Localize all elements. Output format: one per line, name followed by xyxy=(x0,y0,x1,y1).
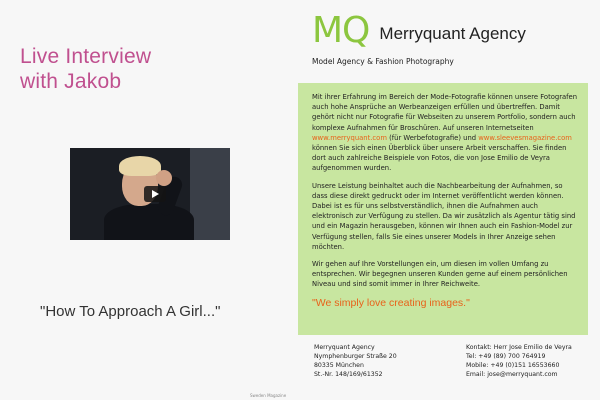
video-person-body xyxy=(104,204,194,240)
interview-title xyxy=(20,44,280,94)
paragraph-1-text-b: (für Werbefotografie) und xyxy=(386,133,479,142)
description-paragraph-1 xyxy=(312,92,578,174)
contact-email[interactable]: Email: jose@merryquant.com xyxy=(466,371,558,378)
merryquant-link[interactable]: www.merryquant.com xyxy=(312,133,387,142)
paragraph-1-text-c: können Sie sich einen Überblick über unsere Arbeit verschaffen. Sie finden dort auch zahlreiche Beispiele von Fotos, die von Jose Emilio de Veyra aufgenommen wurden. xyxy=(312,144,567,173)
contact-details xyxy=(466,343,572,379)
contact-phone: Tel: +49 (89) 700 764919 xyxy=(466,353,546,360)
description-paragraph-3: Wir gehen auf Ihre Vorstellungen ein, um diesen im vollen Umfang zu entsprechen. Wir begegnen unseren Kunden gerne auf einem persönlichen Niveau und sind somit immer in Ihrer Reichweite. xyxy=(312,260,568,289)
agency-tagline: Model Agency & Fashion Photography xyxy=(312,57,454,66)
interview-title-line2: with Jakob xyxy=(20,70,122,93)
video-player[interactable] xyxy=(70,148,230,240)
contact-address xyxy=(314,343,397,379)
interview-quote: "How To Approach A Girl..." xyxy=(40,303,221,320)
contact-tax-number: St.-Nr. 148/169/61352 xyxy=(314,371,383,378)
contact-mobile: Mobile: +49 (0)151 16553660 xyxy=(466,362,560,369)
contact-street: Nymphenburger Straße 20 xyxy=(314,353,397,360)
sleevesmagazine-link[interactable]: www.sleevesmagazine.com xyxy=(478,133,572,142)
video-person-hand xyxy=(156,170,172,186)
video-person-hair xyxy=(119,156,161,176)
contact-company: Merryquant Agency xyxy=(314,344,375,351)
video-background xyxy=(190,148,230,240)
paragraph-1-text-a: Mit ihrer Erfahrung im Bereich der Mode-Fotografie können unsere Fotografen auch hohe Ansprüche an Werbeanzeigen erfüllen und übertreffen. Damit gehört nicht nur Fotografie für Webseiten zu unserem Portfolio, sondern auch komplexe Aufnahmen für Broschüren. Auf unseren Internetseiten xyxy=(312,93,578,132)
logo-mark: MQ xyxy=(312,10,370,51)
agency-name: Merryquant Agency xyxy=(379,24,526,43)
play-icon[interactable] xyxy=(144,186,166,202)
page-footer-caption: Sweden Magazine xyxy=(250,393,287,398)
interview-title-line1: Live Interview xyxy=(20,45,152,68)
description-paragraph-2: Unsere Leistung beinhaltet auch die Nachbearbeitung der Aufnahmen, so dass diese direkt gedruckt oder im Internet veröffentlicht werden können. Dabei ist es für uns selbstverständlich, ihnen die Aufnahmen auch elektronisch zur Verfügung zu stellen. Da wir zusätzlich als Agentur tätig sind und ein Magazin herausgeben, können wir Ihnen auch ein Fashion-Model zur Verfügung stellen, falls Sie eines unserer Models in Ihrer Anzeige sehen möchten. xyxy=(312,181,576,251)
agency-logo xyxy=(312,12,526,50)
contact-city: 80335 München xyxy=(314,362,364,369)
agency-slogan: "We simply love creating images." xyxy=(312,296,470,309)
contact-person: Kontakt: Herr Jose Emilio de Veyra xyxy=(466,344,572,351)
agency-description-box xyxy=(298,83,588,335)
